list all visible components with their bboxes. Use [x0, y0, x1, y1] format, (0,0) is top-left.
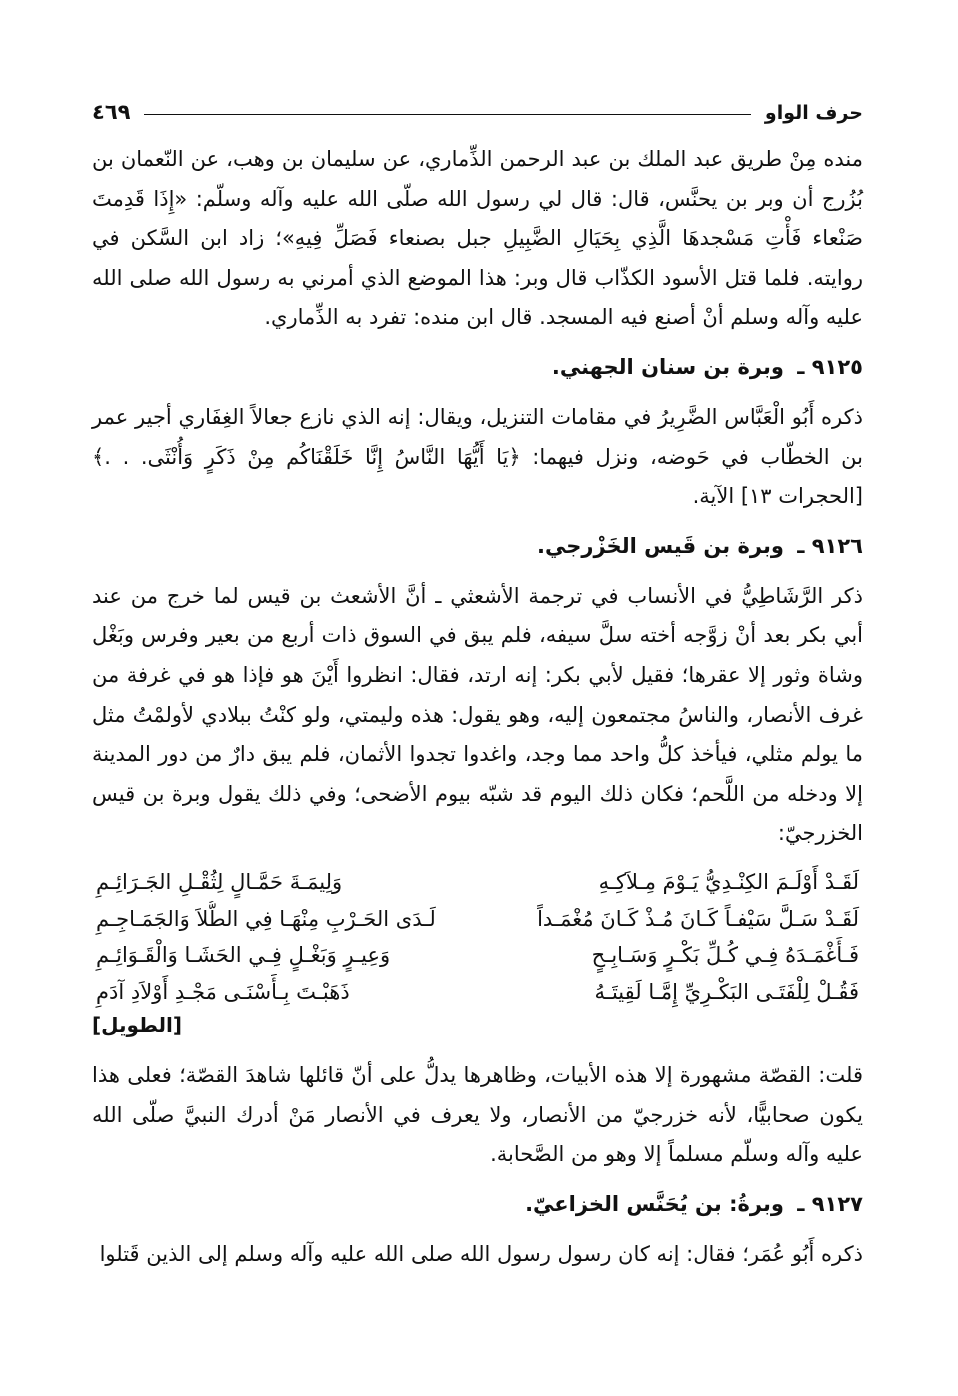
entry-number: ٩١٢٥ ـ [797, 354, 863, 379]
poem-hemistich-first: لَقَـدْ سَـلَّ سَيْفـاً كَـانَ مُـذْ كَـانَ مُغْمَـداً [537, 906, 859, 931]
intro-paragraph: منده مِنْ طريق عبد الملك بن عبد الرحمن الذِّماري، عن سليمان بن وهب، عن النّعمان بن بُزُرج أن وبر بن يحنَّس، قال: قال لي رسول الله صلّى الله عليه وآله وسلّم: «إِذَا قَدِمتَ صَنْعاء فَأْتِ مَسْجدهَا الَّذِي بِحَيَالِ الضَّبِيلِ جبل بصنعاء فَصَلِّ فِيهِ»؛ زاد ابن السَّكن في روايته. فلما قتل الأسود الكذّاب قال وبر: هذا الموضع الذي أمرني به رسول الله صلى الله عليه وآله وسلم أنْ أصنع فيه المسجد. قال ابن منده: تفرد به الذِّماري. [92, 147, 863, 330]
poem [92, 864, 863, 1010]
poem-hemistich-second: ذَهَبْـتَ بِـأَسْنَـى مَجْـدِ أَوْلاَدِ آدَمِ [96, 979, 350, 1004]
entry-heading-9127 [92, 1187, 863, 1221]
entry-name: وبرةُ: بن يُحَنَّس الخزاعيّ. [525, 1192, 784, 1217]
poem-hemistich-second: وَلِيمَـةَ حَمَّـالٍ لِثُقْـلِ الجَـرَائِـمِ [96, 869, 343, 894]
poem-hemistich-first: لَقَـدْ أَوْلَـمَ الكِنْـدِيُّ يَـوْمَ مِـلاَكِـهِ [598, 869, 859, 894]
poem-hemistich-second: وَعِيـرٍ وَبَغْـلٍ فِـي الحَشَـا وَالْقَـوَائِـمِ [96, 943, 391, 968]
header-rule [144, 114, 750, 115]
entry-paragraph-9126: ذكر الرَّشَاطِيُّ في الأنساب في ترجمة الأشعثي ـ أنَّ الأشعث بن قيس لما خرج من عند أبي بكر بعد أنْ زوَّجه أخته سلَّ سيفه، فلم يبق في السوق ذات أربع من بعير وفرس وبَغْل وشاة وثور إلا عقرها؛ فقيل لأبي بكر: إنه ارتد، فقال: انظروا أَيْنَ هو فإذا هو في غرفة من غرف الأنصار، والناسُ مجتمعون إليه، وهو يقول: هذه وليمتي، ولو كنْتُ ببلادي لأولمْتُ مثل ما يولم مثلي، فيأخذ كلُّ واحد مما وجد، واغدوا تجدوا الأثمان، فلم يبق دارٌ من دور المدينة إلا ودخله من اللَّحم؛ فكان ذلك اليوم قد شبّه بيوم الأضحى؛ وفي ذلك يقول وبرة بن قيس الخزرجيّ: [92, 583, 863, 846]
commentary-paragraph: قلت: القصّة مشهورة إلا هذه الأبيات، وظاهرها يدلُّ على أنّ قائلها شاهدَ القصّة؛ فعلى هذا يكون صحابيًّا، لأنه خزرجيّ من الأنصار، ولا يعرف في الأنصار مَنْ أدرك النبيَّ صلّى الله عليه وآله وسلّم مسلماً إلا وهو من الصَّحابة. [92, 1063, 863, 1167]
poem-hemistich-first: فَقُـلْ لِلْفَتَـى البَكْـرِيِّ إِمَّـا لَقِيتَـهُ [594, 979, 859, 1004]
section-title: حرف الواو [764, 102, 863, 124]
entry-number: ٩١٢٦ ـ [797, 533, 863, 558]
entry-paragraph-9125: ذكره أَبُو الْعَبَّاس الضَّرِيرُ في مقامات التنزيل، ويقال: إنه الذي نازع جعالاً الغِفَاري أجير عمر بن الخطّاب في حَوضه، ونزل فيهما: ﴿يَا أَيُّهَا النَّاسُ إِنَّا خَلَقْنَاكُم مِنْ ذَكَرٍ وَأُنْثَى. . .﴾ [الحجرات ١٣] الآية. [92, 404, 863, 509]
poem-meter-label: [الطويل] [92, 1013, 183, 1038]
entry-heading-9125 [92, 350, 863, 384]
page-body [92, 140, 863, 1275]
running-header [92, 88, 863, 124]
entry-heading-9126 [92, 529, 863, 563]
poem-hemistich-second: لَـدَى الحَـرْبِ مِنْهَـا فِي الطُّلاَ وَالجَمَـاجِـمِ [96, 906, 436, 931]
page-number: ٤٦٩ [92, 100, 131, 124]
entry-number: ٩١٢٧ ـ [797, 1192, 863, 1217]
poem-hemistich-first: فَـأَغْمَـدَهُ فِـي كُـلِّ بَكْـرٍ وَسَـابِـحٍ [591, 943, 859, 968]
entry-name: وبرة بن قَيس الخَزْرجي. [537, 533, 784, 558]
entry-name: وبرة بن سنان الجهني. [551, 354, 784, 379]
entry-paragraph-9127: ذكره أَبُو عُمَر؛ فقال: إنه كان رسول رسول الله صلى الله عليه وآله وسلم إلى الذين قَتلوا [99, 1242, 863, 1267]
